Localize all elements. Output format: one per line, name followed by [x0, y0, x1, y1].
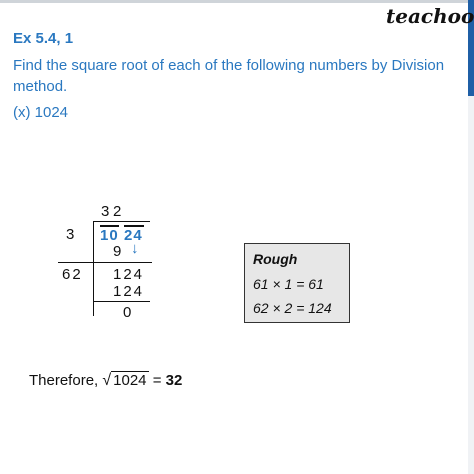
subtract-1: 9 [113, 243, 122, 260]
rough-line-1: 61 × 1 = 61 [253, 276, 324, 292]
quotient-digit-1: 3 [101, 203, 110, 220]
answer-prefix: Therefore, [29, 372, 103, 389]
remainder-1: 124 [113, 266, 145, 283]
division-line-1 [58, 262, 152, 263]
division-line-2 [93, 301, 150, 302]
quotient-bar [93, 221, 150, 222]
divisor-1: 3 [66, 226, 75, 243]
final-remainder: 0 [123, 304, 132, 321]
brand-logo: teachoo [386, 4, 474, 28]
rough-title: Rough [253, 251, 298, 267]
top-border [0, 0, 474, 3]
divisor-2: 62 [62, 266, 83, 283]
answer-equals: = [148, 372, 166, 389]
square-root-expression [102, 372, 148, 390]
answer-result: 32 [165, 372, 183, 389]
radicand: 1024 [113, 372, 147, 389]
slide-sidebar [468, 0, 474, 474]
exercise-title: Ex 5.4, 1 [13, 30, 74, 47]
rough-work-box [244, 243, 350, 323]
dividend-group-2: 24 [124, 227, 143, 244]
question-text [13, 55, 458, 97]
answer-line [29, 372, 182, 390]
root-sign-icon: √ [102, 372, 112, 389]
subtract-2: 124 [113, 283, 145, 300]
bring-down-arrow-icon: ↓ [131, 240, 139, 257]
question-part: (x) 1024 [13, 104, 69, 121]
question-line-2: method. [13, 78, 68, 95]
rough-line-2: 62 × 2 = 124 [253, 300, 332, 316]
quotient-digit-2: 2 [113, 203, 122, 220]
dividend-group-1: 10 [100, 227, 119, 244]
question-line-1: Find the square root of each of the following numbers by Division [13, 57, 445, 74]
